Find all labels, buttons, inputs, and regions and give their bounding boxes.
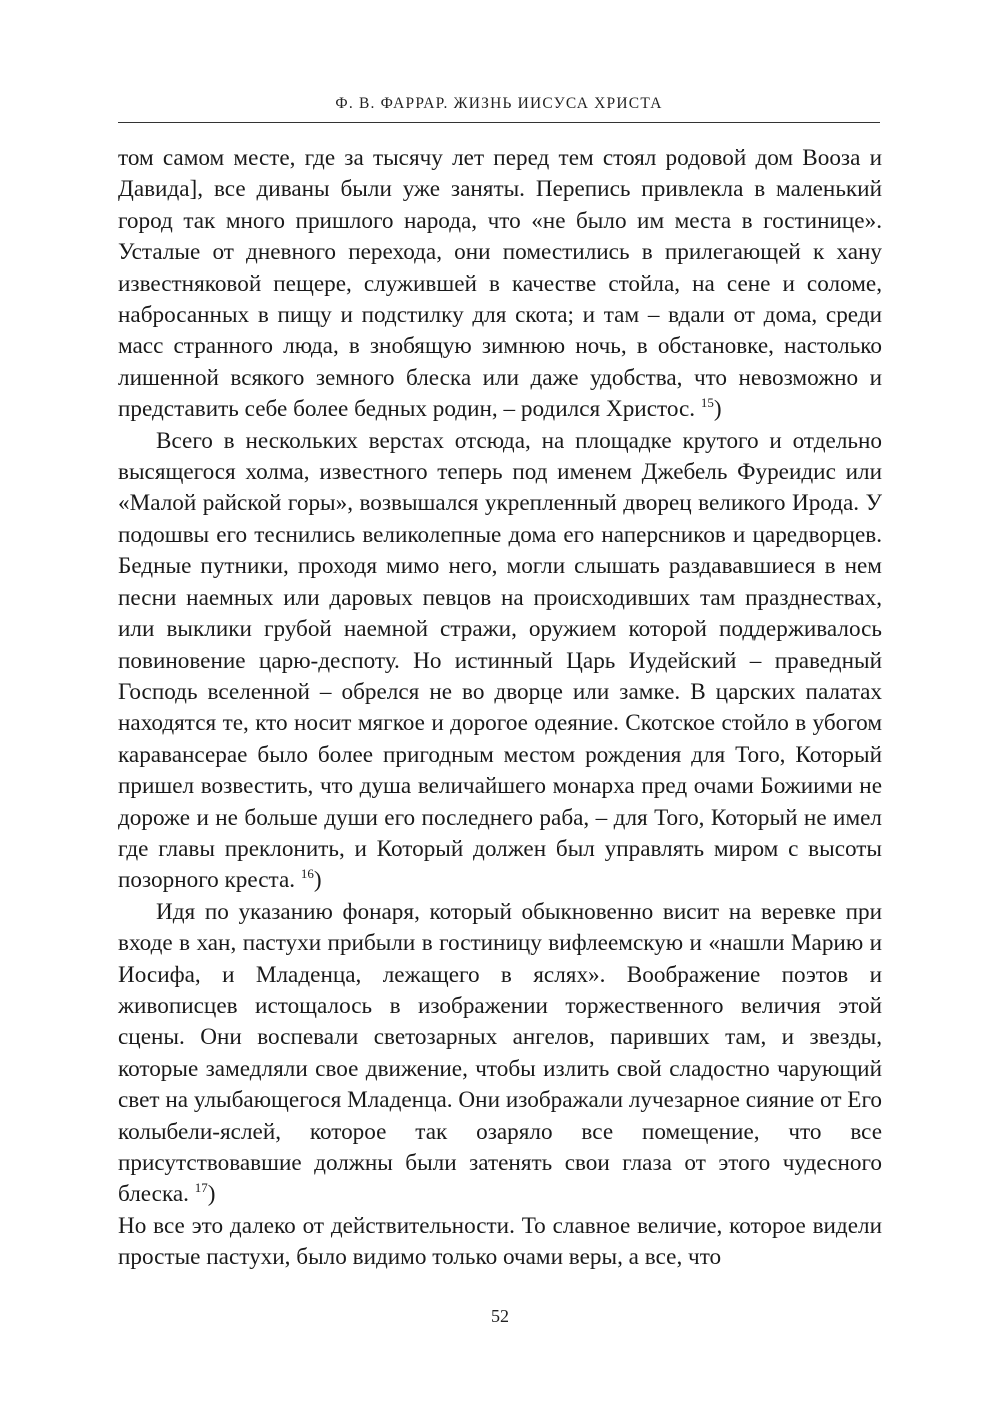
footnote-ref: 16 <box>300 866 314 882</box>
running-header: Ф. В. ФАРРАР. ЖИЗНЬ ИИСУСА ХРИСТА <box>335 95 663 112</box>
paragraph-4 <box>118 1211 882 1274</box>
page-number: 52 <box>491 1306 509 1326</box>
paragraph-2: Всего в нескольких верстах отсюда, на площадке крутого и отдельно высящегося холма, известного теперь под именем Джебель Фуреидис или «Малой райской горы», возвышался укрепленный дворец великого Ирода. У подошвы его теснились великолепные дома его наперсников и царедворцев. Бедные путники, проходя мимо него, могли слышать раздававшиеся в нем песни наемных или даровых певцов на происходивших там празднествах, или выклики грубой наемной стражи, оружием которой поддерживалось повиновение царю-деспоту. Но истинный Царь Иудейский – праведный Господь вселенной – обрелся не во дворце или замке. В царских палатах находятся те, кто носит мягкое и дорогое одеяние. Скотское стойло в убогом каравансерае было более пригодным местом рождения для Того, Который пришел возвестить, что душа величайшего монарха пред очами Божиими не дороже и не больше души его последнего раба, – для Того, Который не имел где главы преклонить, и Который должен был управлять миром с высоты позорного креста. $^{16}$) <box>118 427 882 894</box>
paragraph-3: Идя по указанию фонаря, который обыкновенно висит на веревке при входе в хан, пастухи прибыли в гостиницу вифлеемскую и «нашли Марию и Иосифа, и Младенца, лежащего в яслях». Воображение поэтов и живописцев истощалось в изображении торжественного величия этой сцены. Они воспевали светозарных ангелов, паривших там, и звезды, которые замедляли свое движение, чтобы излить свой сладостно чарующий свет на улыбающегося Младенца. Они изображали лучезарное сияние от Его колыбели-яслей, которое так озаряло все помещение, что все присутствовавшие должны были затенять свои глаза от этого чудесного блеска. $^{17}$) <box>118 898 882 1208</box>
footnote-ref: 15 <box>700 395 714 411</box>
paragraph-text: том самом месте, где за тысячу лет перед тем стоял родовой дом Вооза и Давида], все диваны были уже заняты. Перепись привлекла в маленький город так много пришлого народа, что «не было им места в гостинице». Усталые от дневного перехода, они поместились в прилегающей к хану известняковой пещере, служившей в качестве стойла, на сене и соломе, набросанных в пищу и подстилку для скота; и там – вдали от дома, среди масс странного люда, в знобящую зимнюю ночь, в обстановке, настолько лишенной всякого земного блеска или даже удобства, что невозможно и представить себе более бедных родин, – родился Христос. <box>118 145 882 423</box>
main-text <box>118 143 882 1274</box>
paragraph-1: том самом месте, где за тысячу лет перед тем стоял родовой дом Вооза и Давида], все диваны были уже заняты. Перепись привлекла в маленький город так много пришлого народа, что «не было им места в гостинице». Усталые от дневного перехода, они поместились в прилегающей к хану известняковой пещере, служившей в качестве стойла, на сене и соломе, набросанных в пищу и подстилку для скота; и там – вдали от дома, среди масс странного люда, в знобящую зимнюю ночь, в обстановке, настолько лишенной всякого земного блеска или даже удобства, что невозможно и представить себе более бедных родин, – родился Христос. $^{15}$) <box>118 145 882 423</box>
paragraph-text: Идя по указанию фонаря, который обыкновенно висит на веревке при входе в хан, пастухи прибыли в гостиницу вифлеемскую и «нашли Марию и Иосифа, и Младенца, лежащего в яслях». Воображение поэтов и живописцев истощалось в изображении торжественного величия этой сцены. Они воспевали светозарных ангелов, паривших там, и звезды, которые замедляли свое движение, чтобы излить свой сладостно чарующий свет на улыбающегося Младенца. Они изображали лучезарное сияние от Его колыбели-яслей, которое так озаряло все помещение, что все присутствовавшие должны были затенять свои глаза от этого чудесного блеска. <box>118 898 882 1208</box>
footnote-ref: 17 <box>194 1180 208 1196</box>
paragraph-text: Но все это далеко от действительности. То славное величие, которое видели простые пастухи, было видимо только очами веры, а все, что <box>118 1212 882 1271</box>
header-rule <box>118 122 880 123</box>
paragraph-text: Всего в нескольких верстах отсюда, на площадке крутого и отдельно высящегося холма, известного теперь под именем Джебель Фуреидис или «Малой райской горы», возвышался укрепленный дворец великого Ирода. У подошвы его теснились великолепные дома его наперсников и царедворцев. Бедные путники, проходя мимо него, могли слышать раздававшиеся в нем песни наемных или даровых певцов на происходивших там празднествах, или выклики грубой наемной стражи, оружием которой поддерживалось повиновение царю-деспоту. Но истинный Царь Иудейский – праведный Господь вселенной – обрелся не во дворце или замке. В царских палатах находятся те, кто носит мягкое и дорогое одеяние. Скотское стойло в убогом каравансерае было более пригодным местом рождения для Того, Который пришел возвестить, что душа величайшего монарха пред очами Божиими не дороже и не больше души его последнего раба, – для Того, Который не имел где главы преклонить, и Который должен был управлять миром с высоты позорного креста. <box>118 427 882 894</box>
